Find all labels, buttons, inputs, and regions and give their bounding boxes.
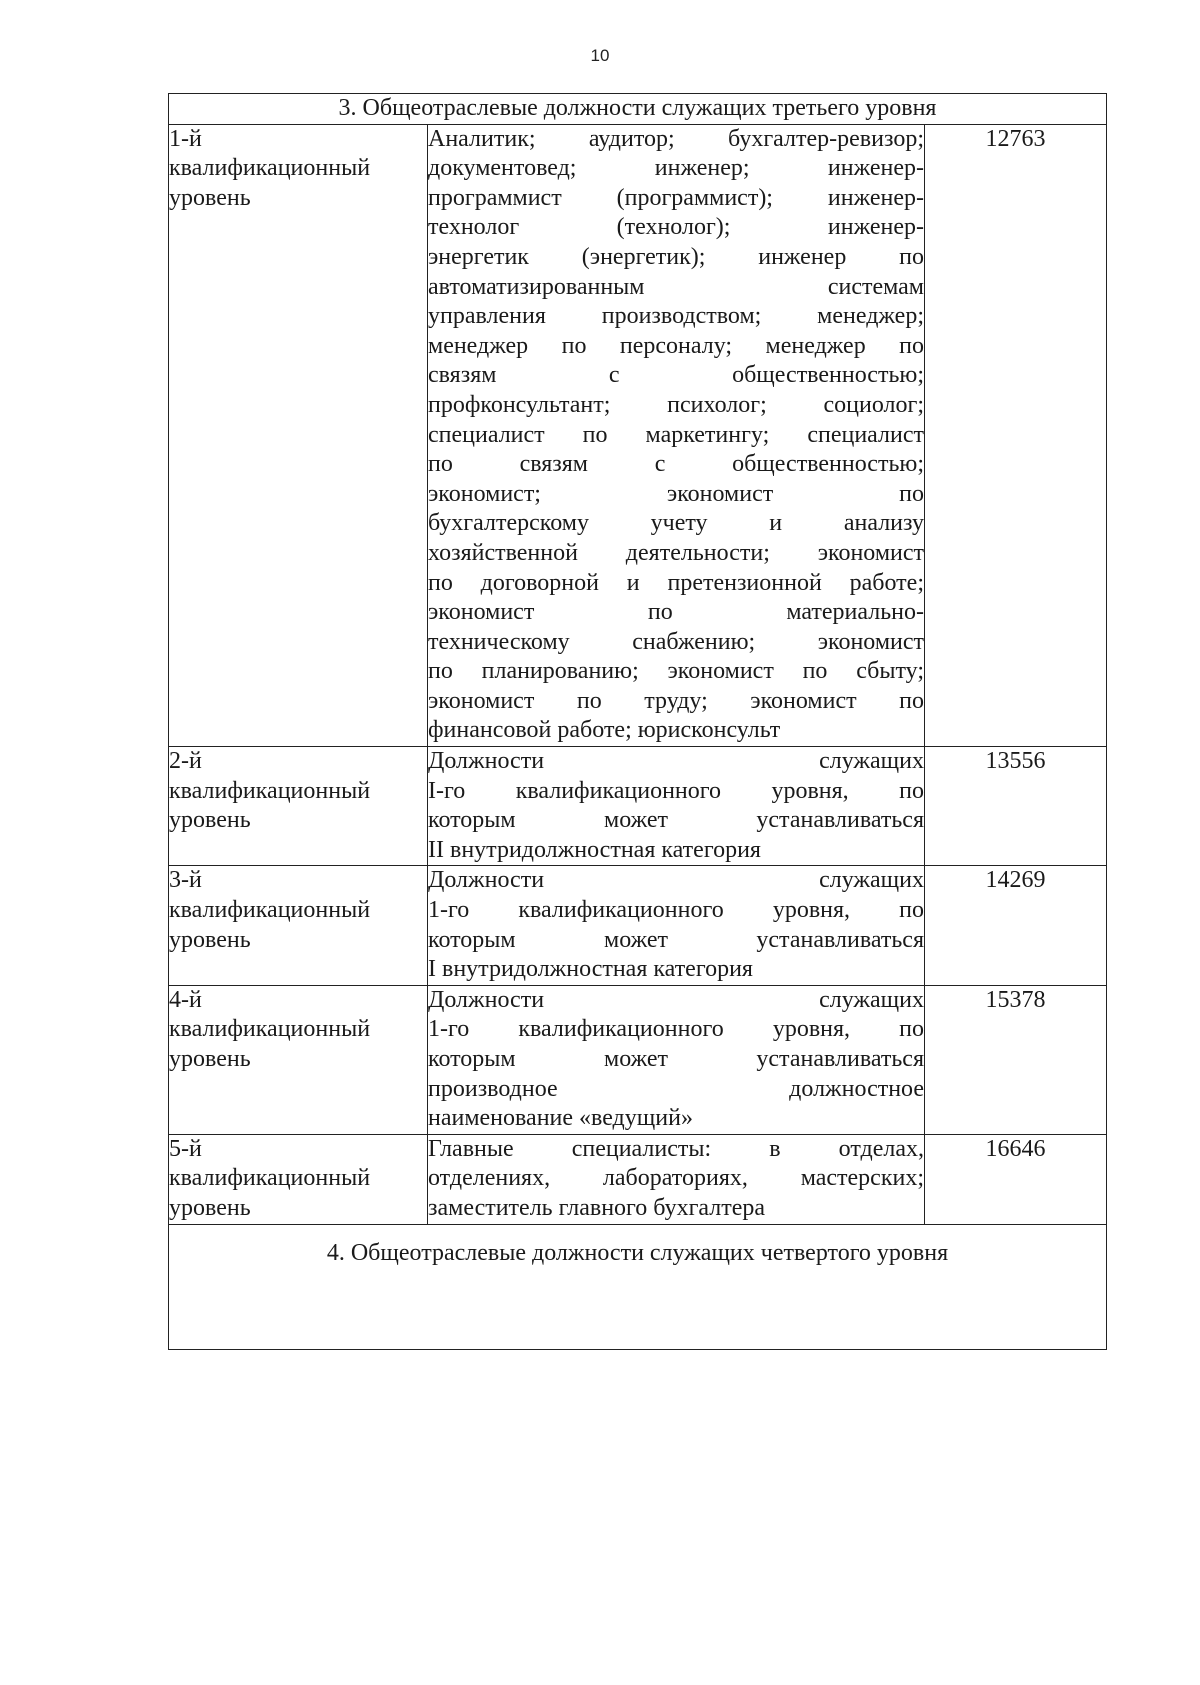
positions-line: связям с общественностью; bbox=[428, 362, 924, 389]
salary-cell: 12763 bbox=[925, 124, 1107, 746]
positions-line: 1-го квалификационного уровня, по bbox=[428, 1016, 924, 1043]
positions-line: которым может устанавливаться bbox=[428, 807, 924, 834]
positions-line: II внутридолжностная категория bbox=[428, 836, 761, 863]
positions-line: I-го квалификационного уровня, по bbox=[428, 777, 924, 804]
qualification-level-line: квалификационный bbox=[169, 1165, 371, 1192]
qualification-level-line: 4-й bbox=[169, 986, 202, 1013]
table-row bbox=[169, 985, 1107, 1134]
qualification-level-line: 2-й bbox=[169, 748, 202, 775]
qualification-level-cell bbox=[169, 124, 428, 746]
positions-line: производное должностное bbox=[428, 1075, 924, 1102]
positions-line: по связям с общественностью; bbox=[428, 451, 924, 478]
positions-cell bbox=[428, 985, 925, 1134]
section-title-third-level: 3. Общеотраслевые должности служащих третьего уровня bbox=[169, 94, 1107, 125]
qualification-level-cell bbox=[169, 866, 428, 985]
qualification-level-line: 5-й bbox=[169, 1135, 202, 1162]
positions-line: которым может устанавливаться bbox=[428, 1046, 924, 1072]
positions-line: Должности служащих bbox=[428, 748, 924, 775]
positions-line: профконсультант; психолог; социолог; bbox=[428, 391, 924, 418]
qualification-level-line: квалификационный bbox=[169, 777, 371, 804]
positions-line: I внутридолжностная категория bbox=[428, 956, 753, 983]
page-number: 10 bbox=[590, 46, 610, 65]
qualification-level-cell bbox=[169, 747, 428, 866]
positions-line: 1-го квалификационного уровня, по bbox=[428, 897, 924, 924]
table-row bbox=[169, 866, 1107, 985]
qualification-level-line: уровень bbox=[169, 184, 251, 211]
positions-line: менеджер по персоналу; менеджер по bbox=[428, 332, 924, 359]
section-header-row bbox=[169, 94, 1107, 125]
salary-cell: 16646 bbox=[925, 1134, 1107, 1224]
qualification-level-line: 1-й bbox=[169, 125, 202, 152]
table-row bbox=[169, 124, 1107, 746]
qualification-level-cell bbox=[169, 985, 428, 1134]
positions-line: Должности служащих bbox=[428, 986, 924, 1013]
qualification-level-line: квалификационный bbox=[169, 897, 371, 924]
qualification-level-line: уровень bbox=[169, 1194, 251, 1221]
positions-line: Аналитик; аудитор; бухгалтер-ревизор; bbox=[428, 125, 924, 152]
positions-line: программист (программист); инженер- bbox=[428, 184, 924, 211]
table-row bbox=[169, 1134, 1107, 1224]
positions-line: финансовой работе; юрисконсульт bbox=[428, 717, 781, 744]
positions-line: по планированию; экономист по сбыту; bbox=[428, 658, 924, 685]
positions-line: автоматизированным системам bbox=[428, 273, 924, 300]
salary-cell: 14269 bbox=[925, 866, 1107, 985]
positions-line: экономист по материально- bbox=[428, 599, 924, 626]
positions-table bbox=[168, 93, 1107, 1350]
positions-line: Должности служащих bbox=[428, 867, 924, 894]
positions-line: экономист; экономист по bbox=[428, 480, 924, 507]
positions-line: экономист по труду; экономист по bbox=[428, 687, 924, 714]
positions-line: энергетик (энергетик); инженер по bbox=[428, 243, 924, 270]
qualification-level-line: квалификационный bbox=[169, 155, 371, 182]
positions-line: хозяйственной деятельности; экономист bbox=[428, 539, 924, 566]
section-header-row bbox=[169, 1224, 1107, 1349]
positions-cell bbox=[428, 124, 925, 746]
positions-line: специалист по маркетингу; специалист bbox=[428, 421, 924, 448]
positions-line: которым может устанавливаться bbox=[428, 926, 924, 953]
qualification-level-line: квалификационный bbox=[169, 1016, 371, 1043]
positions-line: наименование «ведущий» bbox=[428, 1105, 693, 1132]
positions-line: заместитель главного бухгалтера bbox=[428, 1194, 766, 1221]
positions-line: техническому снабжению; экономист bbox=[428, 628, 924, 655]
positions-cell bbox=[428, 866, 925, 985]
positions-line: технолог (технолог); инженер- bbox=[428, 214, 924, 241]
positions-line: бухгалтерскому учету и анализу bbox=[428, 510, 924, 537]
positions-line: документовед; инженер; инженер- bbox=[428, 155, 924, 182]
positions-cell bbox=[428, 747, 925, 866]
section-title-fourth-level: 4. Общеотраслевые должности служащих четвертого уровня bbox=[169, 1224, 1107, 1349]
salary-cell: 15378 bbox=[925, 985, 1107, 1134]
qualification-level-line: 3-й bbox=[169, 867, 202, 894]
positions-line: отделениях, лабораториях, мастерских; bbox=[428, 1165, 924, 1192]
qualification-level-line: уровень bbox=[169, 1046, 251, 1072]
salary-cell: 13556 bbox=[925, 747, 1107, 866]
positions-line: по договорной и претензионной работе; bbox=[428, 569, 924, 596]
positions-line: управления производством; менеджер; bbox=[428, 303, 924, 330]
qualification-level-line: уровень bbox=[169, 926, 251, 953]
qualification-level-line: уровень bbox=[169, 807, 251, 834]
table-row bbox=[169, 747, 1107, 866]
positions-cell bbox=[428, 1134, 925, 1224]
positions-line: Главные специалисты: в отделах, bbox=[428, 1135, 924, 1162]
qualification-level-cell bbox=[169, 1134, 428, 1224]
